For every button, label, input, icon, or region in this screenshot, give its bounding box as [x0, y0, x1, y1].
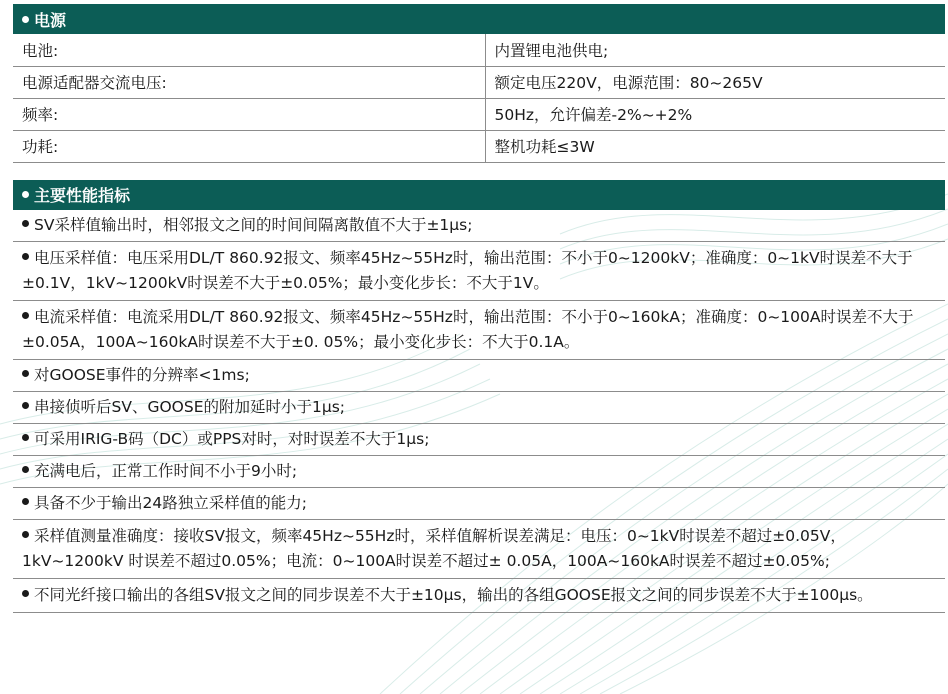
list-item	[13, 392, 945, 424]
performance-item-text: 电流采样值：电流采用DL/T 860.92报文、频率45Hz~55Hz时，输出范围：不小于0~160kA；准确度：0~100A时误差不大于±0.05A，100A~160kA时误差不大于±0. 05%；最小变化步长：不大于0.1A。	[22, 307, 914, 351]
spec-label: 电池:	[13, 34, 485, 66]
spec-value: 额定电压220V，电源范围：80~265V	[485, 66, 945, 98]
performance-item-text: 对GOOSE事件的分辨率<1ms;	[34, 365, 250, 384]
list-item	[13, 520, 945, 579]
spec-value: 整机功耗≤3W	[485, 130, 945, 162]
list-item	[13, 456, 945, 488]
bullet-icon	[22, 531, 29, 538]
list-item	[13, 301, 945, 360]
performance-item-text: 电压采样值：电压采用DL/T 860.92报文、频率45Hz~55Hz时，输出范围：不小于0~1200kV；准确度：0~1kV时误差不大于±0.1V，1kV~1200kV时误差不大于±0.05%；最小变化步长：不大于1V。	[22, 248, 913, 292]
spec-label: 频率:	[13, 98, 485, 130]
list-item	[13, 360, 945, 392]
table-row	[13, 130, 945, 162]
performance-item-text: 可采用IRIG-B码（DC）或PPS对时，对时误差不大于1μs;	[34, 429, 430, 448]
list-item	[13, 424, 945, 456]
table-row	[13, 66, 945, 98]
bullet-icon	[22, 370, 29, 377]
power-spec-table	[13, 34, 945, 163]
performance-item-text: 充满电后，正常工作时间不小于9小时;	[34, 461, 298, 480]
list-item	[13, 242, 945, 301]
power-section-header	[13, 4, 945, 34]
spec-value: 内置锂电池供电;	[485, 34, 945, 66]
performance-item-text: 采样值测量准确度：接收SV报文，频率45Hz~55Hz时，采样值解析误差满足：电压：0~1kV时误差不超过±0.05V，1kV~1200kV 时误差不超过0.05%；电流：0~100A时误差不超过± 0.05A，100A~160kA时误差不超过±0.05%;	[22, 526, 846, 570]
list-item	[13, 488, 945, 520]
spec-label: 电源适配器交流电压:	[13, 66, 485, 98]
performance-section	[13, 180, 945, 613]
bullet-icon	[22, 466, 29, 473]
bullet-icon	[22, 312, 29, 319]
bullet-icon	[22, 220, 29, 227]
bullet-icon	[22, 498, 29, 505]
bullet-icon	[22, 16, 29, 23]
power-section	[13, 4, 945, 163]
bullet-icon	[22, 402, 29, 409]
performance-section-title: 主要性能指标	[34, 186, 131, 205]
list-item	[13, 579, 945, 613]
bullet-icon	[22, 590, 29, 597]
performance-item-text: 不同光纤接口输出的各组SV报文之间的同步误差不大于±10μs，输出的各组GOOSE报文之间的同步误差不大于±100μs。	[34, 585, 873, 604]
performance-item-text: 具备不少于输出24路独立采样值的能力;	[34, 493, 307, 512]
bullet-icon	[22, 191, 29, 198]
table-row	[13, 34, 945, 66]
performance-item-text: 串接侦听后SV、GOOSE的附加延时小于1μs;	[34, 397, 346, 416]
performance-list	[13, 210, 945, 613]
performance-item-text: SV采样值输出时，相邻报文之间的时间间隔离散值不大于±1μs;	[34, 215, 473, 234]
table-row	[13, 98, 945, 130]
power-section-title: 电源	[34, 10, 67, 30]
spec-label: 功耗:	[13, 130, 485, 162]
bullet-icon	[22, 253, 29, 260]
performance-section-header	[13, 180, 945, 210]
list-item	[13, 210, 945, 242]
bullet-icon	[22, 434, 29, 441]
spec-value: 50Hz，允许偏差-2%~+2%	[485, 98, 945, 130]
